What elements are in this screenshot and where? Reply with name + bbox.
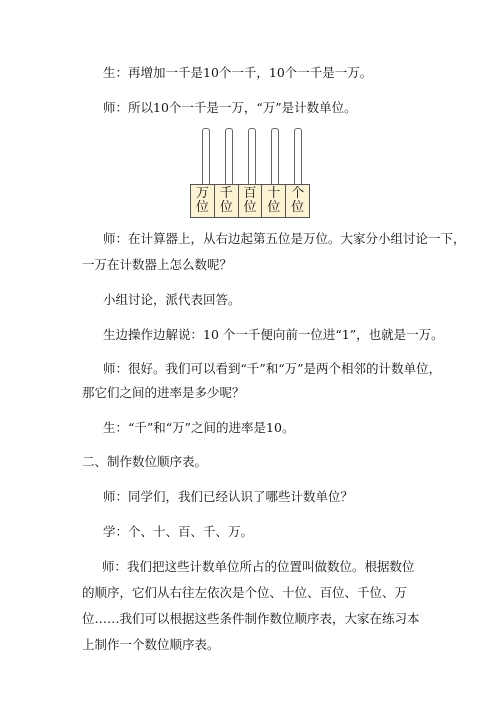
place-shi: 十 位	[262, 185, 286, 217]
dialogue-line-7: 生：“千”和“万”之间的进率是10。	[103, 420, 295, 435]
place-ge: 个 位	[291, 186, 305, 215]
place-bai: 百 位	[239, 185, 263, 217]
dialogue-line-5: 生边操作边解说：10 个一千便向前一位进“1”，也就是一万。	[103, 327, 444, 342]
dialogue-line-6a: 师：很好。我们可以看到“千”和“万”是两个相邻的计数单位，	[103, 361, 442, 376]
dialogue-line-3b: 一万在计数器上怎么数呢？	[82, 257, 233, 272]
place-qian: 千 位	[215, 185, 239, 217]
dialogue-line-2: 师：所以10个一千是一万，“万”是计数单位。	[103, 100, 357, 115]
section-heading: 二、制作数位顺序表。	[82, 454, 208, 469]
abacus-rod	[202, 128, 210, 185]
dialogue-line-10: 学：个、十、百、千、万。	[103, 524, 254, 539]
abacus-place-labels	[190, 184, 310, 218]
dialogue-line-11: 师：我们把这些计数单位所占的位置叫做数位。根据数位的顺序，它们从右往左依次是个位、十位、百位、千位、万位……我们可以根据这些条件制作数位顺序表，大家在练习本上制作一个数位顺序表。	[82, 559, 420, 652]
abacus-rod	[248, 128, 256, 185]
abacus-rod	[294, 128, 302, 185]
abacus-rod	[271, 128, 279, 185]
abacus-diagram	[190, 128, 310, 218]
dialogue-line-4: 小组讨论，派代表回答。	[103, 292, 241, 307]
dialogue-line-3a: 师：在计算器上，从右边起第五位是万位。大家分小组讨论一下，	[103, 231, 466, 246]
dialogue-line-9: 师：同学们，我们已经认识了哪些计数单位？	[103, 489, 354, 504]
dialogue-line-1: 生：再增加一千是10个一千，10个一千是一万。	[103, 65, 373, 80]
abacus-rod	[225, 128, 233, 185]
dialogue-line-6b: 那它们之间的进率是多少呢？	[82, 385, 245, 400]
place-wan: 万 位	[191, 185, 215, 217]
